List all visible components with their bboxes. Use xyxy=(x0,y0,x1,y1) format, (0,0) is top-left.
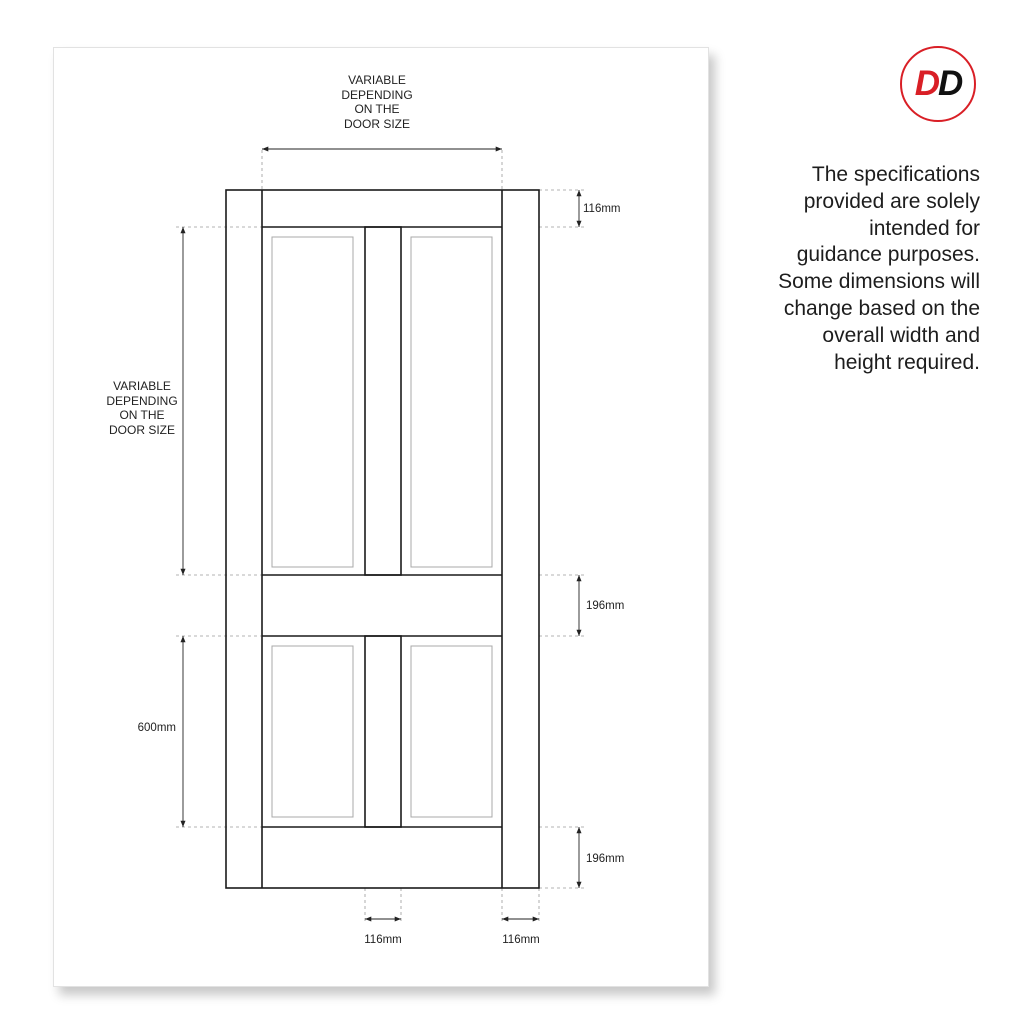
upper-left-panel xyxy=(272,237,353,567)
panel-width-label: VARIABLE DEPENDING ON THE DOOR SIZE xyxy=(341,73,413,131)
lower-muntin xyxy=(365,636,401,827)
extension-lines xyxy=(176,150,586,922)
panel-height-label: VARIABLE DEPENDING ON THE DOOR SIZE xyxy=(106,379,178,437)
upper-right-panel xyxy=(411,237,492,567)
dd-logo xyxy=(900,46,976,122)
specification-note: The specifications provided are solely intended for guidance purposes. Some dimensions will change based on the overall width and height required. xyxy=(778,163,980,374)
lower-left-panel xyxy=(272,646,353,817)
stile-width-label: 116mm xyxy=(502,934,540,946)
top-rail-label: 116mm xyxy=(583,203,621,215)
upper-muntin xyxy=(365,227,401,575)
muntin-width-label: 116mm xyxy=(364,934,402,946)
lower-panel-label: 600mm xyxy=(137,722,176,734)
panels xyxy=(272,237,492,817)
bottom-rail-label: 196mm xyxy=(586,853,625,865)
lower-right-panel xyxy=(411,646,492,817)
dimension-lines xyxy=(183,149,579,919)
logo-text: DD xyxy=(914,64,962,103)
mid-rail-label: 196mm xyxy=(586,600,625,612)
